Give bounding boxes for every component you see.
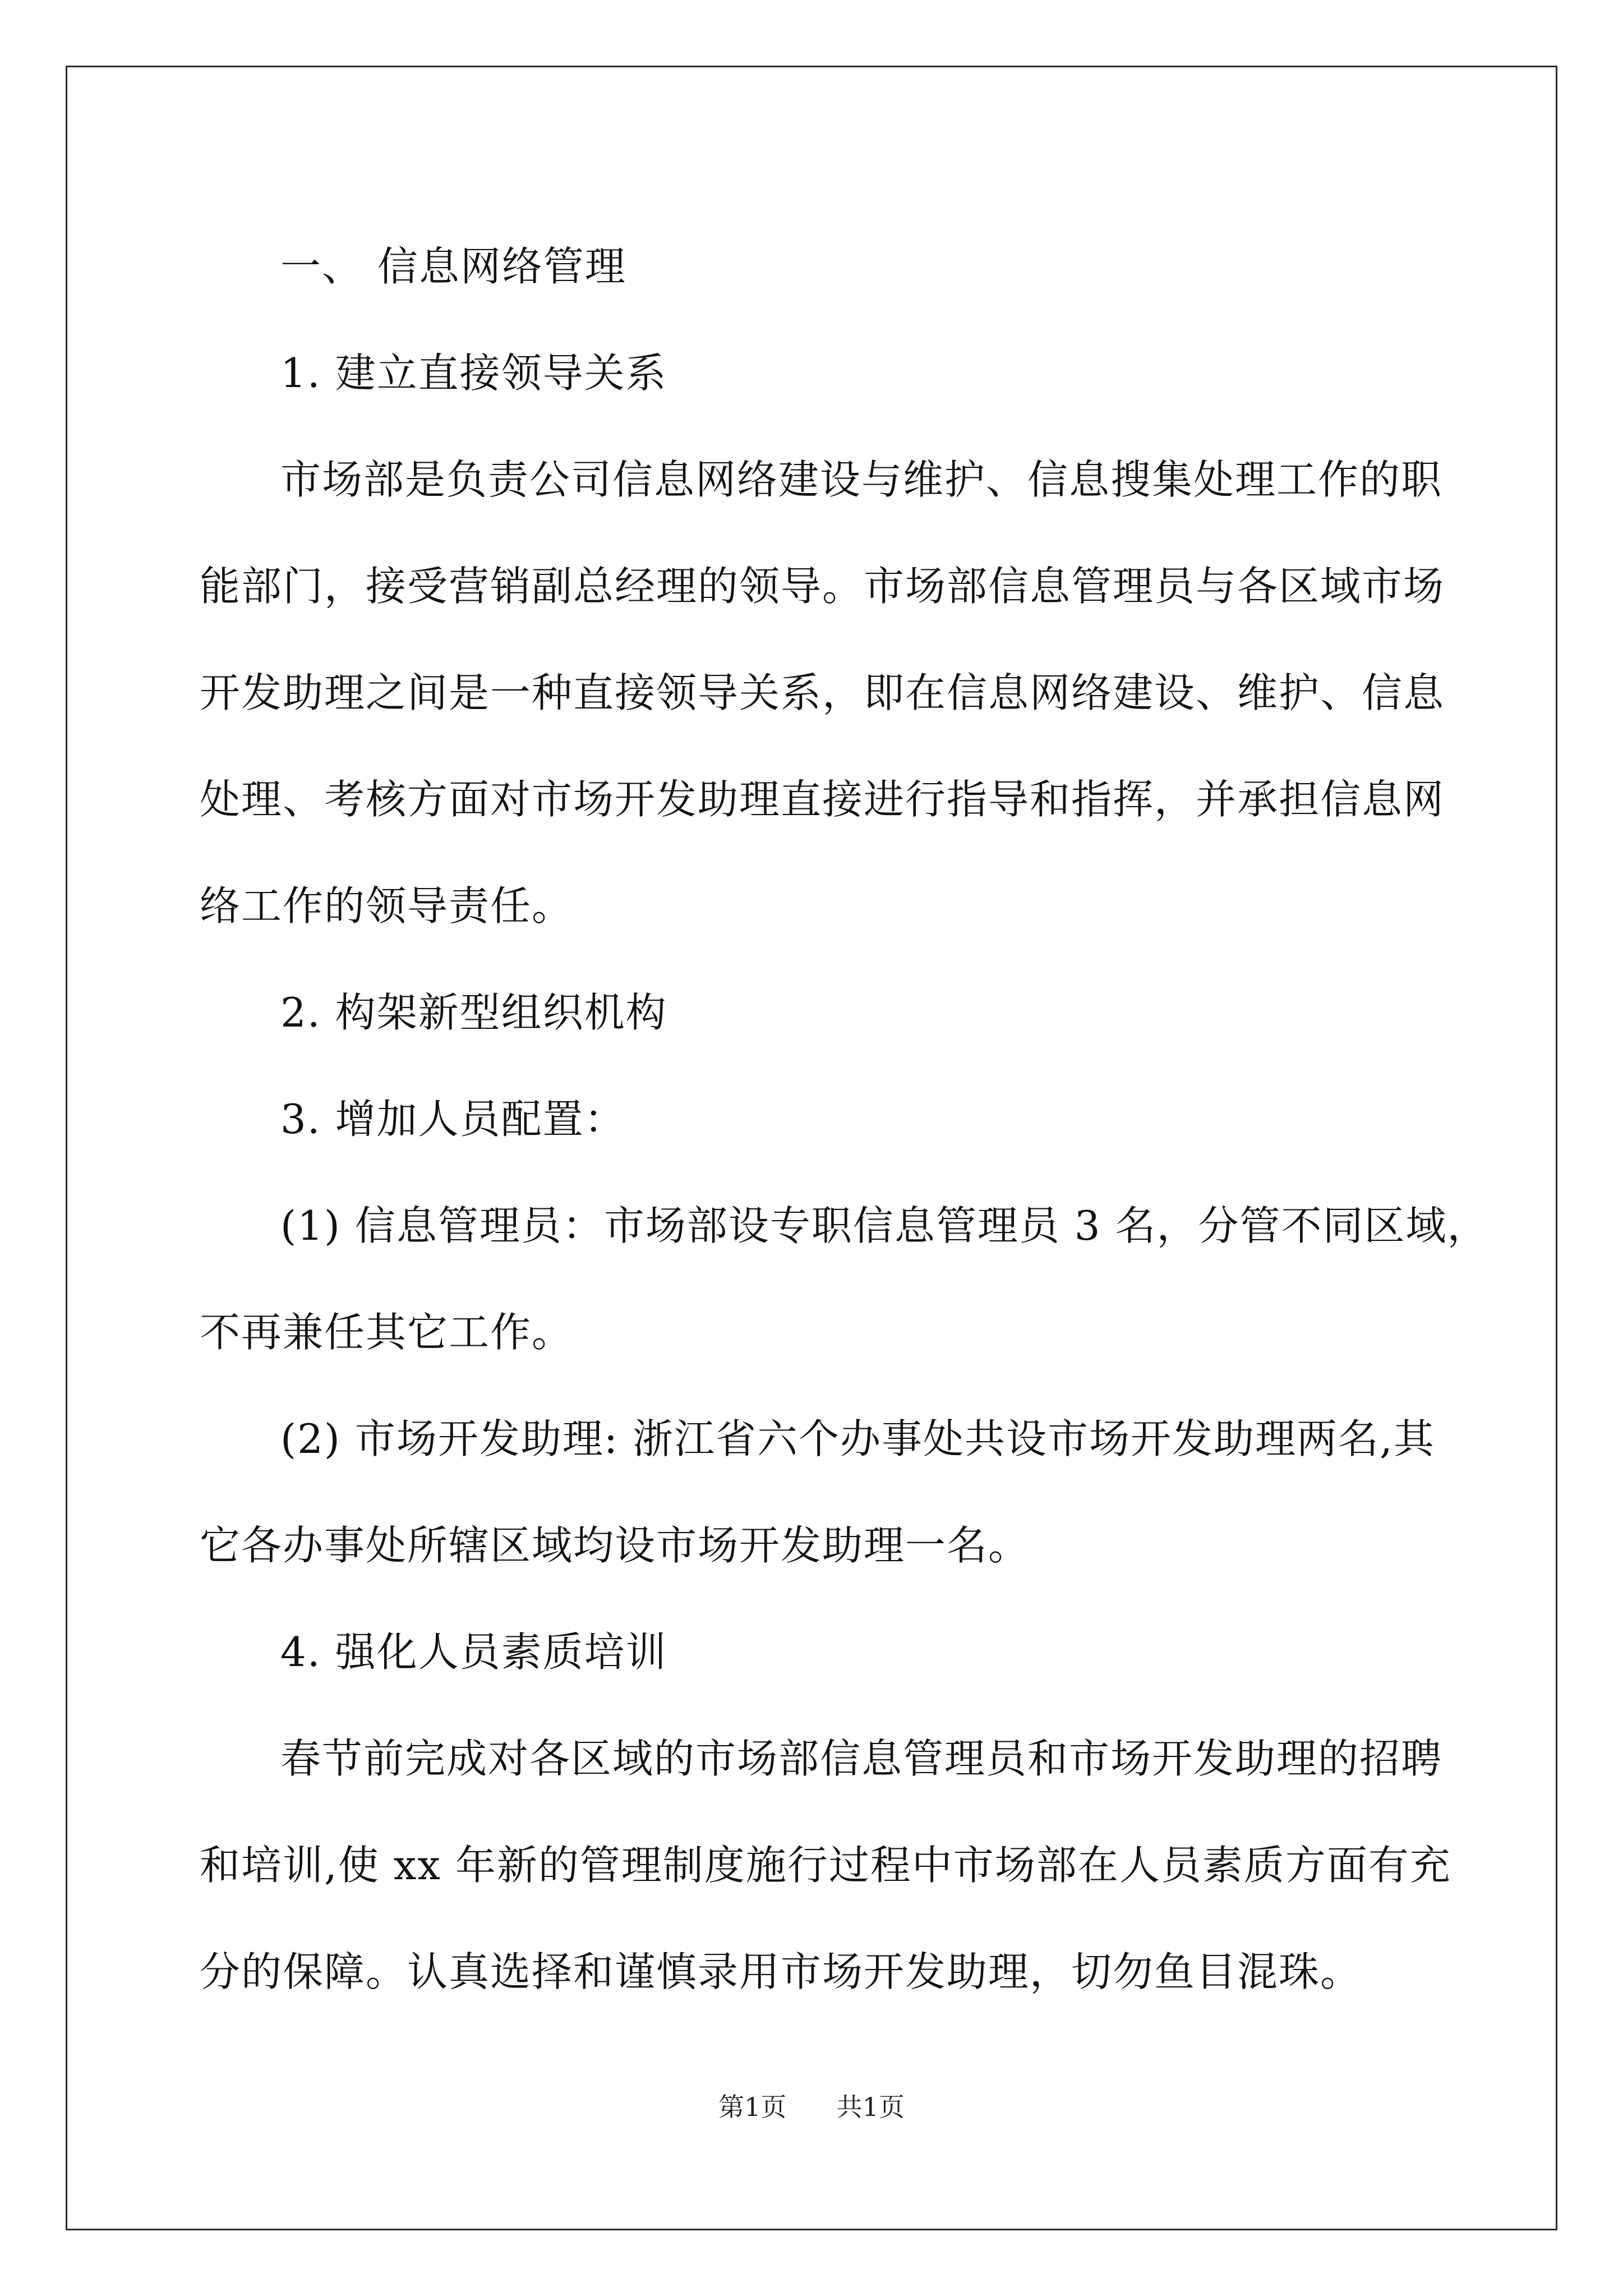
paragraph-line: 分的保障。认真选择和谨慎录用市场开发助理，切勿鱼目混珠。 — [200, 1948, 1362, 1995]
heading-item-1: 1. 建立直接领导关系 — [280, 349, 667, 397]
paragraph-line: 络工作的领导责任。 — [200, 882, 574, 930]
page-total: 共1页 — [836, 2092, 905, 2122]
paragraph-line: (1) 信息管理员：市场部设专职信息管理员 3 名，分管不同区域， — [280, 1202, 1489, 1249]
heading-section-1: 一、 信息网络管理 — [280, 243, 626, 290]
heading-item-2: 2. 构架新型组织机构 — [280, 989, 667, 1036]
paragraph-line: 它各办事处所辖区域均设市场开发助理一名。 — [200, 1522, 1030, 1569]
page-footer — [0, 2087, 1623, 2124]
paragraph-line: 开发助理之间是一种直接领导关系，即在信息网络建设、维护、信息 — [200, 669, 1445, 716]
paragraph-line: 春节前完成对各区域的市场部信息管理员和市场开发助理的招聘 — [280, 1735, 1443, 1782]
page-number: 第1页 — [718, 2092, 787, 2122]
document-body — [200, 213, 1489, 2025]
paragraph-line: 处理、考核方面对市场开发助理直接进行指导和指挥，并承担信息网 — [200, 776, 1445, 823]
paragraph-line: (2) 市场开发助理: 浙江省六个办事处共设市场开发助理两名,其 — [280, 1415, 1435, 1462]
paragraph-line: 和培训,使 xx 年新的管理制度施行过程中市场部在人员素质方面有充 — [200, 1842, 1451, 1889]
paragraph-line: 市场部是负责公司信息网络建设与维护、信息搜集处理工作的职 — [280, 456, 1443, 503]
heading-item-4: 4. 强化人员素质培训 — [280, 1628, 667, 1676]
paragraph-line: 不再兼任其它工作。 — [200, 1309, 574, 1356]
paragraph-line: 能部门，接受营销副总经理的领导。市场部信息管理员与各区域市场 — [200, 563, 1445, 610]
heading-item-3: 3. 增加人员配置： — [280, 1096, 626, 1143]
